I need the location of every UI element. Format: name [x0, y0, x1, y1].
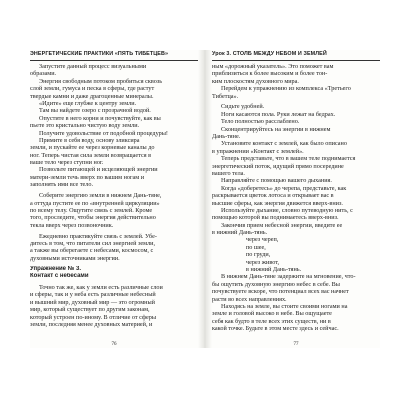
text-line: ким плоскостям духовного мира.	[212, 77, 299, 85]
text-line: земли, последняя менее духовных материей, и	[30, 320, 153, 328]
book-gutter	[198, 50, 212, 348]
section-heading-line: Контакт с небесами	[30, 273, 89, 280]
right-page	[212, 50, 380, 348]
text-line: духовными источниками энергии.	[30, 254, 120, 262]
text-line: заполнять ими все тело.	[30, 181, 94, 189]
text-line: Используйте дыхание, словно путеводную нить, с	[221, 206, 353, 214]
text-line: расти во всех направлениях.	[212, 295, 287, 303]
text-line: Ежедневно практикуйте связь с землей. Убе-	[39, 232, 157, 240]
text-line: того, проследите, чтобы энергия действительно	[30, 214, 156, 222]
text-line: земли, и пускайте ее через корневые каналы до	[30, 144, 155, 152]
text-line: дитесь в том, что питатели сил энергией земли,	[30, 239, 156, 247]
text-line: Установите контакт с землей, как было описано	[221, 140, 347, 148]
text-line: Точно так же, как у земли есть различные слои	[39, 283, 163, 291]
text-line: бы ощутить духовную энергию небес в себе. Вы	[212, 280, 340, 288]
text-line: Опустите в него корни и почувствуйте, как вы	[39, 114, 161, 122]
text-line: Сконцентрируйтесь на энергии в нижнем	[221, 125, 331, 133]
text-line: раскрывается цветок лотоса и открывает вас в	[212, 192, 334, 200]
text-line: в нижний Дань-тянь.	[246, 266, 302, 274]
section-heading-line: Упражнение № 3.	[30, 265, 82, 272]
text-line: по шее,	[246, 243, 266, 251]
text-line: ным «дорожный указатель». Это поможет вам	[212, 63, 334, 70]
left-running-header: ЭНЕРГЕТИЧЕСКИЕ ПРАКТИКИ «ПЯТЬ ТИБЕТЦЕВ»	[30, 50, 198, 61]
text-line: в упражнении «Контакт с землей».	[212, 147, 304, 155]
text-line: Дань-тяне.	[212, 133, 241, 141]
text-line: Примите в себя воду, основу эликсира	[39, 136, 140, 144]
text-line: Соберите энергию земли в нижнем Дань-тяне,	[39, 192, 162, 200]
text-line: какой точке. Будьте в этом месте здесь и сейчас.	[212, 325, 339, 333]
text-line: приблизиться к более высоким и более тон-	[212, 70, 328, 78]
text-line: а также вы оберегаете с небесами, космосом, с	[30, 247, 154, 255]
text-line: «Идите» еще глубже к центру земли.	[39, 99, 137, 107]
text-line: ваше тело через ступни ног.	[30, 159, 104, 167]
text-line: образами.	[30, 70, 57, 78]
text-line: ног. Теперь чистая сила земли возвращается в	[30, 151, 152, 159]
text-line: высшие сферы, как энергия движется вверх-вниз.	[212, 199, 343, 207]
text-line: текла вверх через позвоночник.	[30, 221, 114, 229]
text-line: земле и головой высоко в небе. Вы ощущаете	[212, 310, 332, 318]
text-line: вашего тела.	[212, 169, 245, 177]
text-line: Тибетца».	[212, 92, 239, 100]
text-line: мир, который существует по другим законам,	[30, 306, 150, 314]
text-line: почувствуете вскоре, что потенциал всех вас начнет	[212, 288, 349, 296]
text-line: Получите удовольствие от подобной процедуры!	[39, 129, 168, 137]
text-line: по всему телу. Ощутите связь с землей. Кроме	[30, 206, 153, 214]
text-line: себя как будто в теле всех этих существ, ни в	[212, 317, 331, 325]
text-line: помощью которой вы поднимаетесь вверх-вниз.	[212, 214, 339, 222]
text-line: и сферы, так и у неба есть различные небесный	[30, 291, 156, 299]
text-line: Тело полностью расслаблено.	[221, 118, 300, 126]
text-line: Перейдем к упражнению из комплекса «Третьего	[221, 85, 351, 93]
right-running-header: Урок 3. СТОЛБ МЕЖДУ НЕБОМ И ЗЕМЛЕЙ	[212, 50, 380, 61]
text-line: слой земли, гумуса и песка в сферы, где растут	[30, 85, 155, 93]
text-line: через череп,	[246, 236, 279, 244]
text-line: Находясь на земле, вы стоите своими ногами на	[221, 303, 348, 310]
right-page-number: 77	[293, 342, 299, 347]
text-line: Теперь представьте, что в вашем теле поднимается	[221, 155, 356, 163]
text-line: Позвольте питающей и исцеляющей энергии	[39, 166, 158, 174]
text-line: который устроен по-иному. В отличие от сферы	[30, 313, 157, 321]
text-line: Закончив прием небесной энергии, введите ее	[221, 221, 343, 229]
right-page-body	[212, 63, 380, 335]
text-line: Когда «доберетесь» до черепа, представьте, как	[221, 184, 347, 192]
text-line: твердые камни и даже драгоценные минералы.	[30, 92, 154, 100]
text-line: в нижний Дань-тянь.	[212, 229, 268, 237]
left-page-number: 76	[111, 342, 117, 347]
text-line: Направляйте с помощью вашего дыхания.	[221, 177, 332, 185]
text-line: а оттуда пустите ее по «внутренней циркуляции»	[30, 199, 160, 207]
text-line: энергетический поток, идущий прямо посередине	[212, 162, 344, 170]
text-line: матери-земли течь вверх по вашим ногам и	[30, 173, 145, 181]
text-line: пьете это кристально чистую воду земли.	[30, 122, 140, 130]
text-line: Ноги касаются пола. Руки лежат на бедрах.	[221, 110, 336, 118]
text-line: В нижнем Дань-тяне задержите на мгновение, что-	[221, 273, 356, 281]
left-page	[30, 50, 198, 348]
text-line: Сидьте удобней.	[221, 103, 265, 111]
text-line: через живот,	[246, 258, 280, 266]
text-line: Там вы найдете озеро с прозрачной водой.	[39, 107, 151, 115]
text-line: Запустите данный процесс визуальными	[39, 63, 147, 70]
text-line: по груди,	[246, 251, 271, 259]
text-line: и вышний мир, духовный мир — это огромный	[30, 298, 155, 306]
text-line: Энергия свободным потоком пробиться сквозь	[39, 77, 163, 85]
left-page-body	[30, 63, 198, 335]
